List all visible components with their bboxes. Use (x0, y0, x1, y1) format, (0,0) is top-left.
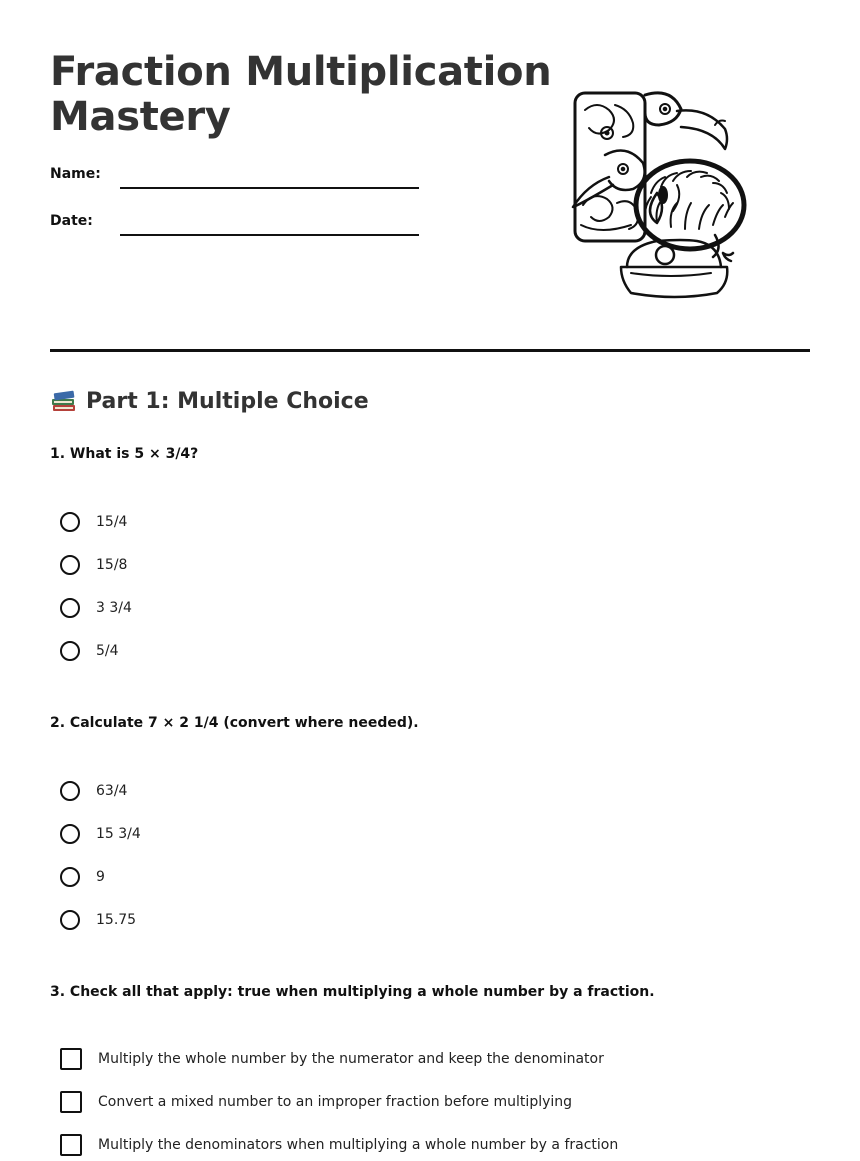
option-label: Multiply the whole number by the numerator and keep the denominator (98, 1051, 604, 1067)
question-2-prompt: 2. Calculate 7 × 2 1/4 (convert where needed). (50, 715, 419, 731)
radio-button[interactable] (60, 910, 80, 930)
q1-option-4[interactable] (60, 638, 119, 664)
q3-option-1[interactable] (60, 1046, 604, 1072)
section-heading-label: Part 1: Multiple Choice (86, 388, 369, 414)
section-heading-part1 (50, 388, 369, 414)
q2-option-4[interactable] (60, 907, 136, 933)
checkbox[interactable] (60, 1091, 82, 1113)
option-label: 3 3/4 (96, 600, 132, 616)
q3-option-2[interactable] (60, 1089, 572, 1115)
option-label: Convert a mixed number to an improper fraction before multiplying (98, 1094, 573, 1110)
q1-option-3[interactable] (60, 595, 132, 621)
radio-button[interactable] (60, 824, 80, 844)
radio-button[interactable] (60, 555, 80, 575)
option-label: 15.75 (96, 912, 137, 928)
q2-option-1[interactable] (60, 778, 127, 804)
option-label: 9 (96, 869, 105, 885)
option-label: 15/4 (96, 514, 128, 530)
radio-button[interactable] (60, 598, 80, 618)
q3-option-3[interactable] (60, 1132, 618, 1158)
question-3-prompt: 3. Check all that apply: true when multiplying a whole number by a fraction. (50, 984, 655, 1000)
books-icon (50, 388, 78, 414)
date-field[interactable] (120, 234, 419, 236)
radio-button[interactable] (60, 781, 80, 801)
option-label: 15/8 (96, 557, 128, 573)
radio-button[interactable] (60, 641, 80, 661)
q1-option-2[interactable] (60, 552, 127, 578)
question-1-prompt: 1. What is 5 × 3/4? (50, 446, 199, 462)
name-field[interactable] (120, 187, 419, 189)
q1-option-1[interactable] (60, 509, 127, 535)
option-label: Multiply the denominators when multiplying a whole number by a fraction (98, 1137, 619, 1153)
title-line-2: Mastery (50, 94, 231, 140)
stylized-birds-illustration (565, 85, 755, 305)
checkbox[interactable] (60, 1134, 82, 1156)
option-label: 63/4 (96, 783, 128, 799)
name-label: Name: (50, 166, 101, 182)
worksheet-title (50, 50, 551, 140)
radio-button[interactable] (60, 867, 80, 887)
title-line-1: Fraction Multiplication (50, 49, 552, 95)
option-label: 15 3/4 (96, 826, 141, 842)
q2-option-3[interactable] (60, 864, 105, 890)
q2-option-2[interactable] (60, 821, 141, 847)
option-label: 5/4 (96, 643, 119, 659)
date-label: Date: (50, 213, 93, 229)
radio-button[interactable] (60, 512, 80, 532)
header-divider (50, 349, 810, 352)
checkbox[interactable] (60, 1048, 82, 1070)
